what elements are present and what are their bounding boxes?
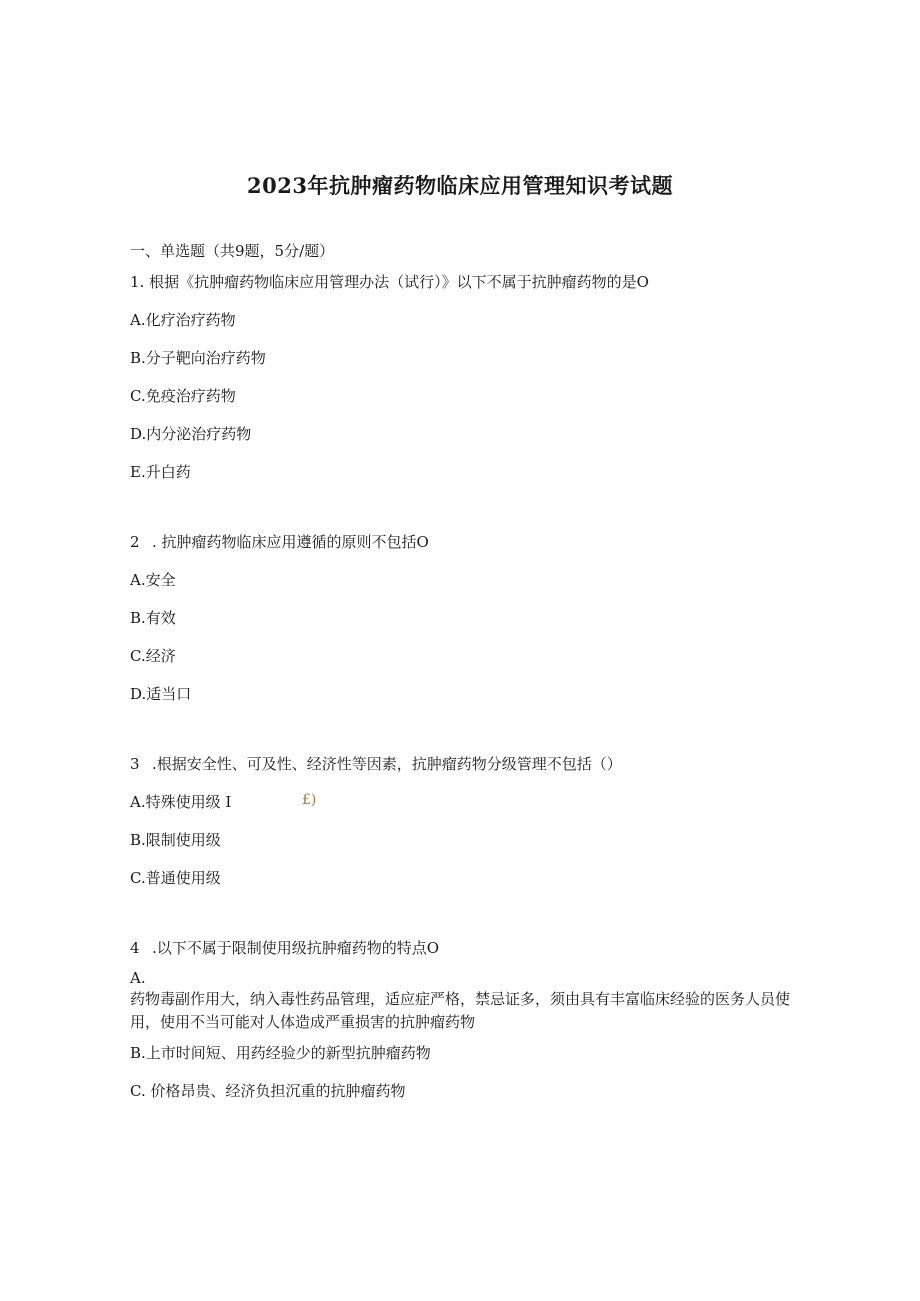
question-4-option-a-text: 药物毒副作用大，纳入毒性药品管理，适应症严格，禁忌证多，须由具有丰富临床经验的医务人员使用，使用不当可能对人体造成严重损害的抗肿瘤药物	[130, 990, 791, 1031]
question-3-number: 3	[130, 755, 140, 773]
question-2-option-d: D.适当口	[130, 685, 192, 703]
question-4-option-c: C. 价格昂贵、经济负担沉重的抗肿瘤药物	[130, 1082, 406, 1100]
question-2-number: 2	[130, 533, 140, 551]
question-2-option-a: A.安全	[130, 571, 176, 589]
question-4-stem	[130, 938, 439, 958]
question-2-option-c: C.经济	[130, 647, 176, 665]
question-1-stem: 1. 根据《抗肿瘤药物临床应用管理办法（试行）》以下不属于抗肿瘤药物的是O	[130, 273, 649, 291]
page-title: 2023年抗肿瘤药物临床应用管理知识考试题	[247, 173, 673, 198]
question-1-option-b: B.分子靶向治疗药物	[130, 349, 266, 367]
question-1-option-c: C.免疫治疗药物	[130, 387, 236, 405]
question-1-option-d: D.内分泌治疗药物	[130, 425, 252, 443]
question-3-option-c: C.普通使用级	[130, 869, 221, 887]
question-4-option-b: B.上市时间短、用药经验少的新型抗肿瘤药物	[130, 1044, 431, 1062]
question-4-number: 4	[130, 939, 140, 957]
question-4-option-a-label: A.	[130, 969, 146, 987]
question-1-option-e: E.升白药	[130, 463, 191, 481]
question-2-stem	[130, 532, 429, 552]
question-3-stem	[130, 754, 622, 774]
question-1-option-a: A.化疗治疗药物	[130, 311, 236, 329]
question-4-text: .以下不属于限制使用级抗肿瘤药物的特点O	[152, 939, 440, 957]
question-2-option-b: B.有效	[130, 609, 176, 627]
question-3-option-a: A.特殊使用级 I	[130, 793, 232, 811]
question-3-margin-note: £)	[302, 792, 317, 808]
question-2-text: . 抗肿瘤药物临床应用遵循的原则不包括O	[152, 533, 429, 551]
section-heading: 一、单选题（共9题，5分/题）	[130, 242, 335, 260]
question-3-option-b: B.限制使用级	[130, 831, 221, 849]
question-3-text: .根据安全性、可及性、经济性等因素，抗肿瘤药物分级管理不包括（）	[152, 755, 622, 773]
